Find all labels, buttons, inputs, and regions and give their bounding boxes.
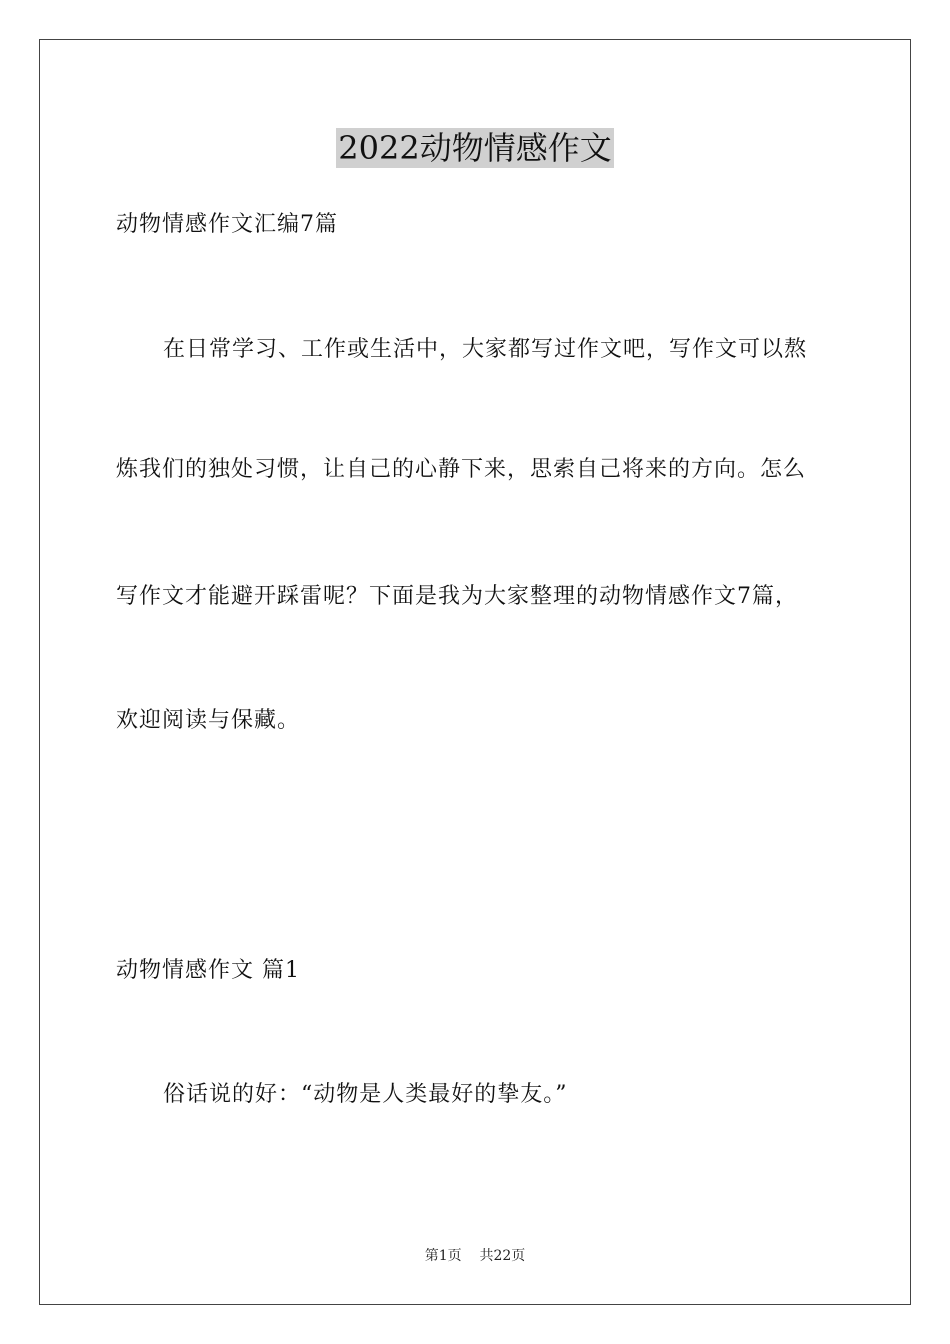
section-first-line: 俗话说的好：“动物是人类最好的挚友。” [163, 1082, 568, 1107]
page-footer [0, 1246, 950, 1266]
page-number: 第1页 [424, 1248, 462, 1264]
section-heading: 动物情感作文 篇1 [116, 958, 300, 983]
title-container [0, 128, 950, 168]
document-title: 2022动物情感作文 [338, 129, 612, 167]
intro-line-1: 在日常学习、工作或生活中，大家都写过作文吧，写作文可以熬 [163, 337, 808, 362]
document-subtitle: 动物情感作文汇编7篇 [116, 212, 338, 237]
intro-line-4: 欢迎阅读与保藏。 [116, 708, 301, 733]
intro-line-2: 炼我们的独处习惯，让自己的心静下来，思索自己将来的方向。怎么 [116, 457, 807, 482]
intro-line-3: 写作文才能避开踩雷呢？下面是我为大家整理的动物情感作文7篇， [116, 584, 798, 609]
page-total: 共22页 [479, 1248, 526, 1264]
